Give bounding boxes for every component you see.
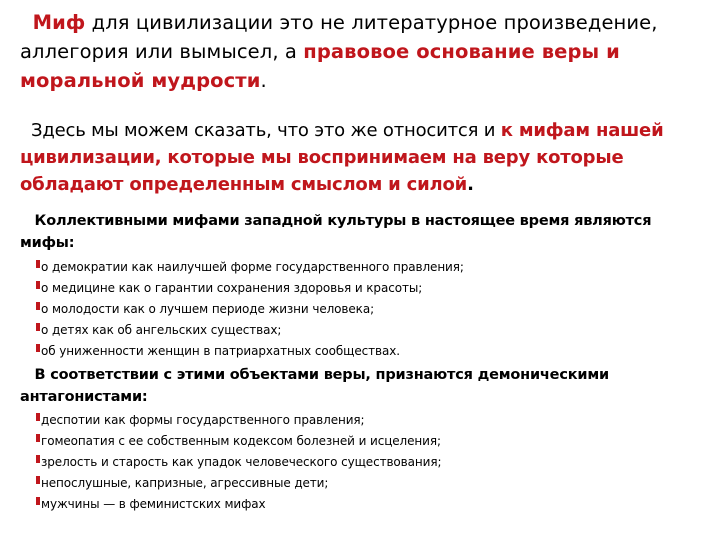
bullet-icon: [36, 455, 40, 463]
paragraph-civilization-myths: [20, 117, 702, 198]
myths-list: [36, 257, 464, 362]
bullet-icon: [36, 476, 40, 484]
collective-myths-text: Коллективными мифами западной культуры в настоящее время являются мифы:: [20, 213, 652, 251]
list-item-text: непослушные, капризные, агрессивные дети;: [41, 476, 329, 490]
paragraph-myth-definition: [20, 8, 702, 95]
paragraph-end-dot: .: [467, 174, 474, 195]
bullet-icon: [36, 281, 40, 289]
list-item-text: о детях как об ангельских существах;: [41, 323, 282, 337]
list-item: [36, 452, 441, 473]
list-item: [36, 278, 464, 299]
list-item-text: об униженности женщин в патриархатных сообществах.: [41, 344, 400, 358]
list-item-text: мужчины — в феминистских мифах: [41, 497, 266, 511]
bullet-icon: [36, 260, 40, 268]
list-item: [36, 299, 464, 320]
list-item-text: деспотии как формы государственного правления;: [41, 413, 365, 427]
list-item: [36, 494, 441, 515]
list-item: [36, 320, 464, 341]
list-item: [36, 473, 441, 494]
list-item-text: о демократии как наилучшей форме государственного правления;: [41, 260, 464, 274]
antagonists-text: В соответствии с этими объектами веры, признаются демоническими антагонистами:: [20, 367, 609, 405]
list-item: [36, 257, 464, 278]
list-item-text: зрелость и старость как упадок человеческого существования;: [41, 455, 442, 469]
bullet-icon: [36, 497, 40, 505]
myth-term: Миф: [32, 11, 86, 34]
civilization-myths-highlight: к мифам нашей цивилизации, которые мы воспринимаем на веру которые обладают определенным смыслом и силой: [20, 120, 664, 195]
list-item: [36, 410, 441, 431]
antagonists-list: [36, 410, 441, 515]
list-item-text: о молодости как о лучшем периоде жизни человека;: [41, 302, 375, 316]
paragraph-collective-myths: [20, 210, 702, 254]
list-item: [36, 341, 464, 362]
myth-definition-text: для цивилизации это не литературное произведение, аллегория или вымысел, а: [20, 11, 658, 63]
paragraph-end-dot: .: [260, 69, 267, 92]
bullet-icon: [36, 344, 40, 352]
bullet-icon: [36, 413, 40, 421]
list-item-text: о медицине как о гарантии сохранения здоровья и красоты;: [41, 281, 423, 295]
bullet-icon: [36, 302, 40, 310]
civilization-myths-text: Здесь мы можем сказать, что это же относится и: [31, 120, 501, 141]
paragraph-demonic-antagonists: [20, 364, 702, 408]
list-item: [36, 431, 441, 452]
bullet-icon: [36, 323, 40, 331]
myth-definition-highlight: правовое основание веры и моральной мудрости: [20, 40, 620, 92]
bullet-icon: [36, 434, 40, 442]
list-item-text: гомеопатия с ее собственным кодексом болезней и исцеления;: [41, 434, 441, 448]
